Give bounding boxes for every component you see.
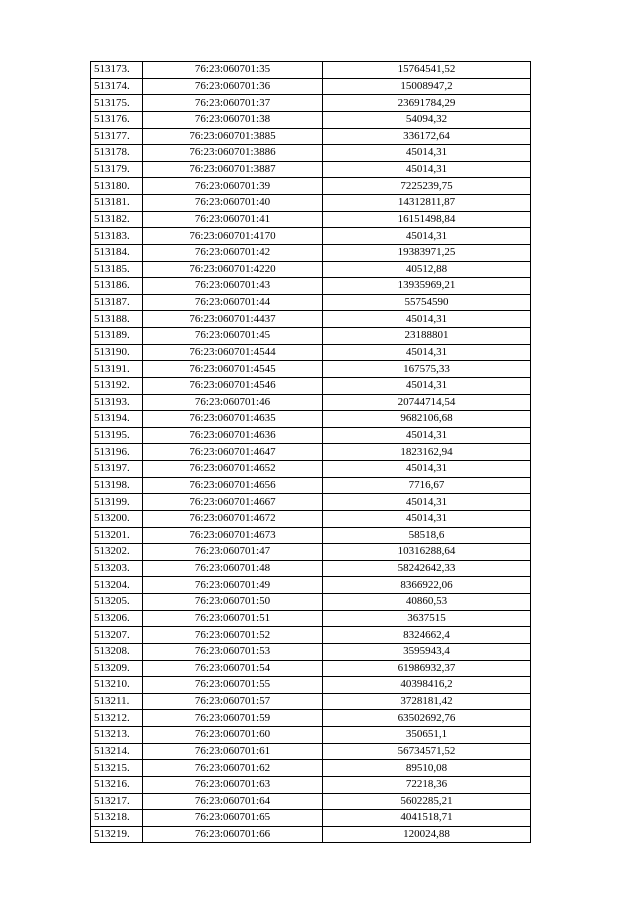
table-row xyxy=(91,178,531,195)
cadastral-number-cell: 76:23:060701:49 xyxy=(143,577,323,594)
row-number-cell: 513210. xyxy=(91,677,143,694)
cadastral-number-cell: 76:23:060701:4647 xyxy=(143,444,323,461)
value-cell: 45014,31 xyxy=(323,510,531,527)
cadastral-number-cell: 76:23:060701:4652 xyxy=(143,461,323,478)
row-number-cell: 513195. xyxy=(91,427,143,444)
value-cell: 89510,08 xyxy=(323,760,531,777)
cadastral-number-cell: 76:23:060701:50 xyxy=(143,594,323,611)
value-cell: 336172,64 xyxy=(323,128,531,145)
row-number-cell: 513185. xyxy=(91,261,143,278)
cadastral-number-cell: 76:23:060701:60 xyxy=(143,727,323,744)
cadastral-number-cell: 76:23:060701:42 xyxy=(143,244,323,261)
row-number-cell: 513213. xyxy=(91,727,143,744)
table-row xyxy=(91,377,531,394)
value-cell: 45014,31 xyxy=(323,311,531,328)
table-row xyxy=(91,727,531,744)
value-cell: 58518,6 xyxy=(323,527,531,544)
row-number-cell: 513201. xyxy=(91,527,143,544)
table-row xyxy=(91,776,531,793)
cadastral-number-cell: 76:23:060701:57 xyxy=(143,693,323,710)
row-number-cell: 513176. xyxy=(91,111,143,128)
row-number-cell: 513208. xyxy=(91,643,143,660)
row-number-cell: 513181. xyxy=(91,195,143,212)
value-cell: 55754590 xyxy=(323,294,531,311)
table-row xyxy=(91,560,531,577)
value-cell: 9682106,68 xyxy=(323,411,531,428)
cadastral-number-cell: 76:23:060701:38 xyxy=(143,111,323,128)
cadastral-number-cell: 76:23:060701:66 xyxy=(143,826,323,843)
table-row xyxy=(91,477,531,494)
row-number-cell: 513206. xyxy=(91,610,143,627)
cadastral-number-cell: 76:23:060701:4437 xyxy=(143,311,323,328)
cadastral-number-cell: 76:23:060701:48 xyxy=(143,560,323,577)
value-cell: 45014,31 xyxy=(323,161,531,178)
row-number-cell: 513216. xyxy=(91,776,143,793)
row-number-cell: 513197. xyxy=(91,461,143,478)
value-cell: 45014,31 xyxy=(323,145,531,162)
value-cell: 45014,31 xyxy=(323,377,531,394)
value-cell: 56734571,52 xyxy=(323,743,531,760)
row-number-cell: 513190. xyxy=(91,344,143,361)
table-row xyxy=(91,361,531,378)
value-cell: 45014,31 xyxy=(323,344,531,361)
cadastral-number-cell: 76:23:060701:4545 xyxy=(143,361,323,378)
table-row xyxy=(91,344,531,361)
cadastral-number-cell: 76:23:060701:52 xyxy=(143,627,323,644)
row-number-cell: 513173. xyxy=(91,62,143,79)
cadastral-number-cell: 76:23:060701:4636 xyxy=(143,427,323,444)
cadastral-number-cell: 76:23:060701:40 xyxy=(143,195,323,212)
table-row xyxy=(91,195,531,212)
table-row xyxy=(91,544,531,561)
row-number-cell: 513198. xyxy=(91,477,143,494)
row-number-cell: 513203. xyxy=(91,560,143,577)
table-row xyxy=(91,594,531,611)
value-cell: 19383971,25 xyxy=(323,244,531,261)
table-row xyxy=(91,826,531,843)
value-cell: 120024,88 xyxy=(323,826,531,843)
cadastral-number-cell: 76:23:060701:4546 xyxy=(143,377,323,394)
row-number-cell: 513212. xyxy=(91,710,143,727)
table-row xyxy=(91,627,531,644)
cadastral-number-cell: 76:23:060701:4170 xyxy=(143,228,323,245)
table-row xyxy=(91,693,531,710)
cadastral-number-cell: 76:23:060701:4544 xyxy=(143,344,323,361)
table-row xyxy=(91,444,531,461)
table-row xyxy=(91,577,531,594)
cadastral-number-cell: 76:23:060701:53 xyxy=(143,643,323,660)
value-cell: 15764541,52 xyxy=(323,62,531,79)
cadastral-number-cell: 76:23:060701:47 xyxy=(143,544,323,561)
table-row xyxy=(91,660,531,677)
cadastral-number-cell: 76:23:060701:44 xyxy=(143,294,323,311)
table-row xyxy=(91,228,531,245)
row-number-cell: 513178. xyxy=(91,145,143,162)
table-row xyxy=(91,494,531,511)
cadastral-number-cell: 76:23:060701:3885 xyxy=(143,128,323,145)
row-number-cell: 513187. xyxy=(91,294,143,311)
cadastral-number-cell: 76:23:060701:37 xyxy=(143,95,323,112)
value-cell: 61986932,37 xyxy=(323,660,531,677)
cadastral-number-cell: 76:23:060701:35 xyxy=(143,62,323,79)
cadastral-number-cell: 76:23:060701:62 xyxy=(143,760,323,777)
row-number-cell: 513193. xyxy=(91,394,143,411)
value-cell: 40860,53 xyxy=(323,594,531,611)
row-number-cell: 513219. xyxy=(91,826,143,843)
cadastral-number-cell: 76:23:060701:59 xyxy=(143,710,323,727)
value-cell: 23188801 xyxy=(323,328,531,345)
row-number-cell: 513200. xyxy=(91,510,143,527)
row-number-cell: 513205. xyxy=(91,594,143,611)
cadastral-number-cell: 76:23:060701:39 xyxy=(143,178,323,195)
table-row xyxy=(91,760,531,777)
table-row xyxy=(91,111,531,128)
row-number-cell: 513175. xyxy=(91,95,143,112)
cadastral-number-cell: 76:23:060701:4635 xyxy=(143,411,323,428)
row-number-cell: 513177. xyxy=(91,128,143,145)
table-row xyxy=(91,294,531,311)
row-number-cell: 513209. xyxy=(91,660,143,677)
row-number-cell: 513211. xyxy=(91,693,143,710)
cadastral-number-cell: 76:23:060701:4656 xyxy=(143,477,323,494)
cadastral-number-cell: 76:23:060701:41 xyxy=(143,211,323,228)
table-row xyxy=(91,411,531,428)
cadastral-number-cell: 76:23:060701:3886 xyxy=(143,145,323,162)
table-row xyxy=(91,261,531,278)
value-cell: 350651,1 xyxy=(323,727,531,744)
row-number-cell: 513183. xyxy=(91,228,143,245)
table-row xyxy=(91,244,531,261)
value-cell: 40512,88 xyxy=(323,261,531,278)
value-cell: 8366922,06 xyxy=(323,577,531,594)
cadastral-number-cell: 76:23:060701:65 xyxy=(143,810,323,827)
value-cell: 16151498,84 xyxy=(323,211,531,228)
row-number-cell: 513215. xyxy=(91,760,143,777)
row-number-cell: 513191. xyxy=(91,361,143,378)
value-cell: 13935969,21 xyxy=(323,278,531,295)
cadastral-number-cell: 76:23:060701:51 xyxy=(143,610,323,627)
row-number-cell: 513174. xyxy=(91,78,143,95)
table-row xyxy=(91,145,531,162)
row-number-cell: 513202. xyxy=(91,544,143,561)
row-number-cell: 513189. xyxy=(91,328,143,345)
value-cell: 14312811,87 xyxy=(323,195,531,212)
value-cell: 7716,67 xyxy=(323,477,531,494)
table-row xyxy=(91,95,531,112)
row-number-cell: 513188. xyxy=(91,311,143,328)
row-number-cell: 513184. xyxy=(91,244,143,261)
value-cell: 72218,36 xyxy=(323,776,531,793)
cadastral-number-cell: 76:23:060701:45 xyxy=(143,328,323,345)
table-row xyxy=(91,793,531,810)
value-cell: 45014,31 xyxy=(323,461,531,478)
table-row xyxy=(91,461,531,478)
row-number-cell: 513199. xyxy=(91,494,143,511)
cadastral-number-cell: 76:23:060701:36 xyxy=(143,78,323,95)
value-cell: 5602285,21 xyxy=(323,793,531,810)
table-row xyxy=(91,527,531,544)
cadastral-number-cell: 76:23:060701:46 xyxy=(143,394,323,411)
table-row xyxy=(91,743,531,760)
cadastral-value-table xyxy=(90,61,531,843)
table-row xyxy=(91,427,531,444)
value-cell: 3595943,4 xyxy=(323,643,531,660)
table-row xyxy=(91,78,531,95)
row-number-cell: 513194. xyxy=(91,411,143,428)
table-row xyxy=(91,643,531,660)
cadastral-number-cell: 76:23:060701:43 xyxy=(143,278,323,295)
row-number-cell: 513196. xyxy=(91,444,143,461)
table-body xyxy=(91,62,531,843)
value-cell: 3728181,42 xyxy=(323,693,531,710)
value-cell: 45014,31 xyxy=(323,427,531,444)
value-cell: 63502692,76 xyxy=(323,710,531,727)
value-cell: 58242642,33 xyxy=(323,560,531,577)
row-number-cell: 513180. xyxy=(91,178,143,195)
table-row xyxy=(91,510,531,527)
cadastral-number-cell: 76:23:060701:4673 xyxy=(143,527,323,544)
value-cell: 45014,31 xyxy=(323,228,531,245)
table-row xyxy=(91,161,531,178)
table-row xyxy=(91,610,531,627)
value-cell: 54094,32 xyxy=(323,111,531,128)
cadastral-number-cell: 76:23:060701:4672 xyxy=(143,510,323,527)
cadastral-number-cell: 76:23:060701:64 xyxy=(143,793,323,810)
cadastral-number-cell: 76:23:060701:55 xyxy=(143,677,323,694)
row-number-cell: 513218. xyxy=(91,810,143,827)
cadastral-number-cell: 76:23:060701:54 xyxy=(143,660,323,677)
value-cell: 10316288,64 xyxy=(323,544,531,561)
cadastral-number-cell: 76:23:060701:4667 xyxy=(143,494,323,511)
cadastral-number-cell: 76:23:060701:61 xyxy=(143,743,323,760)
cadastral-number-cell: 76:23:060701:4220 xyxy=(143,261,323,278)
row-number-cell: 513214. xyxy=(91,743,143,760)
table-row xyxy=(91,810,531,827)
row-number-cell: 513192. xyxy=(91,377,143,394)
value-cell: 40398416,2 xyxy=(323,677,531,694)
value-cell: 4041518,71 xyxy=(323,810,531,827)
table-row xyxy=(91,62,531,79)
row-number-cell: 513186. xyxy=(91,278,143,295)
value-cell: 1823162,94 xyxy=(323,444,531,461)
table-row xyxy=(91,394,531,411)
table-row xyxy=(91,278,531,295)
table-row xyxy=(91,677,531,694)
value-cell: 167575,33 xyxy=(323,361,531,378)
value-cell: 45014,31 xyxy=(323,494,531,511)
value-cell: 8324662,4 xyxy=(323,627,531,644)
row-number-cell: 513179. xyxy=(91,161,143,178)
cadastral-number-cell: 76:23:060701:63 xyxy=(143,776,323,793)
document-page xyxy=(90,61,531,843)
row-number-cell: 513204. xyxy=(91,577,143,594)
table-row xyxy=(91,328,531,345)
row-number-cell: 513207. xyxy=(91,627,143,644)
row-number-cell: 513182. xyxy=(91,211,143,228)
cadastral-number-cell: 76:23:060701:3887 xyxy=(143,161,323,178)
value-cell: 7225239,75 xyxy=(323,178,531,195)
value-cell: 20744714,54 xyxy=(323,394,531,411)
table-row xyxy=(91,710,531,727)
row-number-cell: 513217. xyxy=(91,793,143,810)
table-row xyxy=(91,128,531,145)
value-cell: 23691784,29 xyxy=(323,95,531,112)
table-row xyxy=(91,311,531,328)
table-row xyxy=(91,211,531,228)
value-cell: 3637515 xyxy=(323,610,531,627)
value-cell: 15008947,2 xyxy=(323,78,531,95)
